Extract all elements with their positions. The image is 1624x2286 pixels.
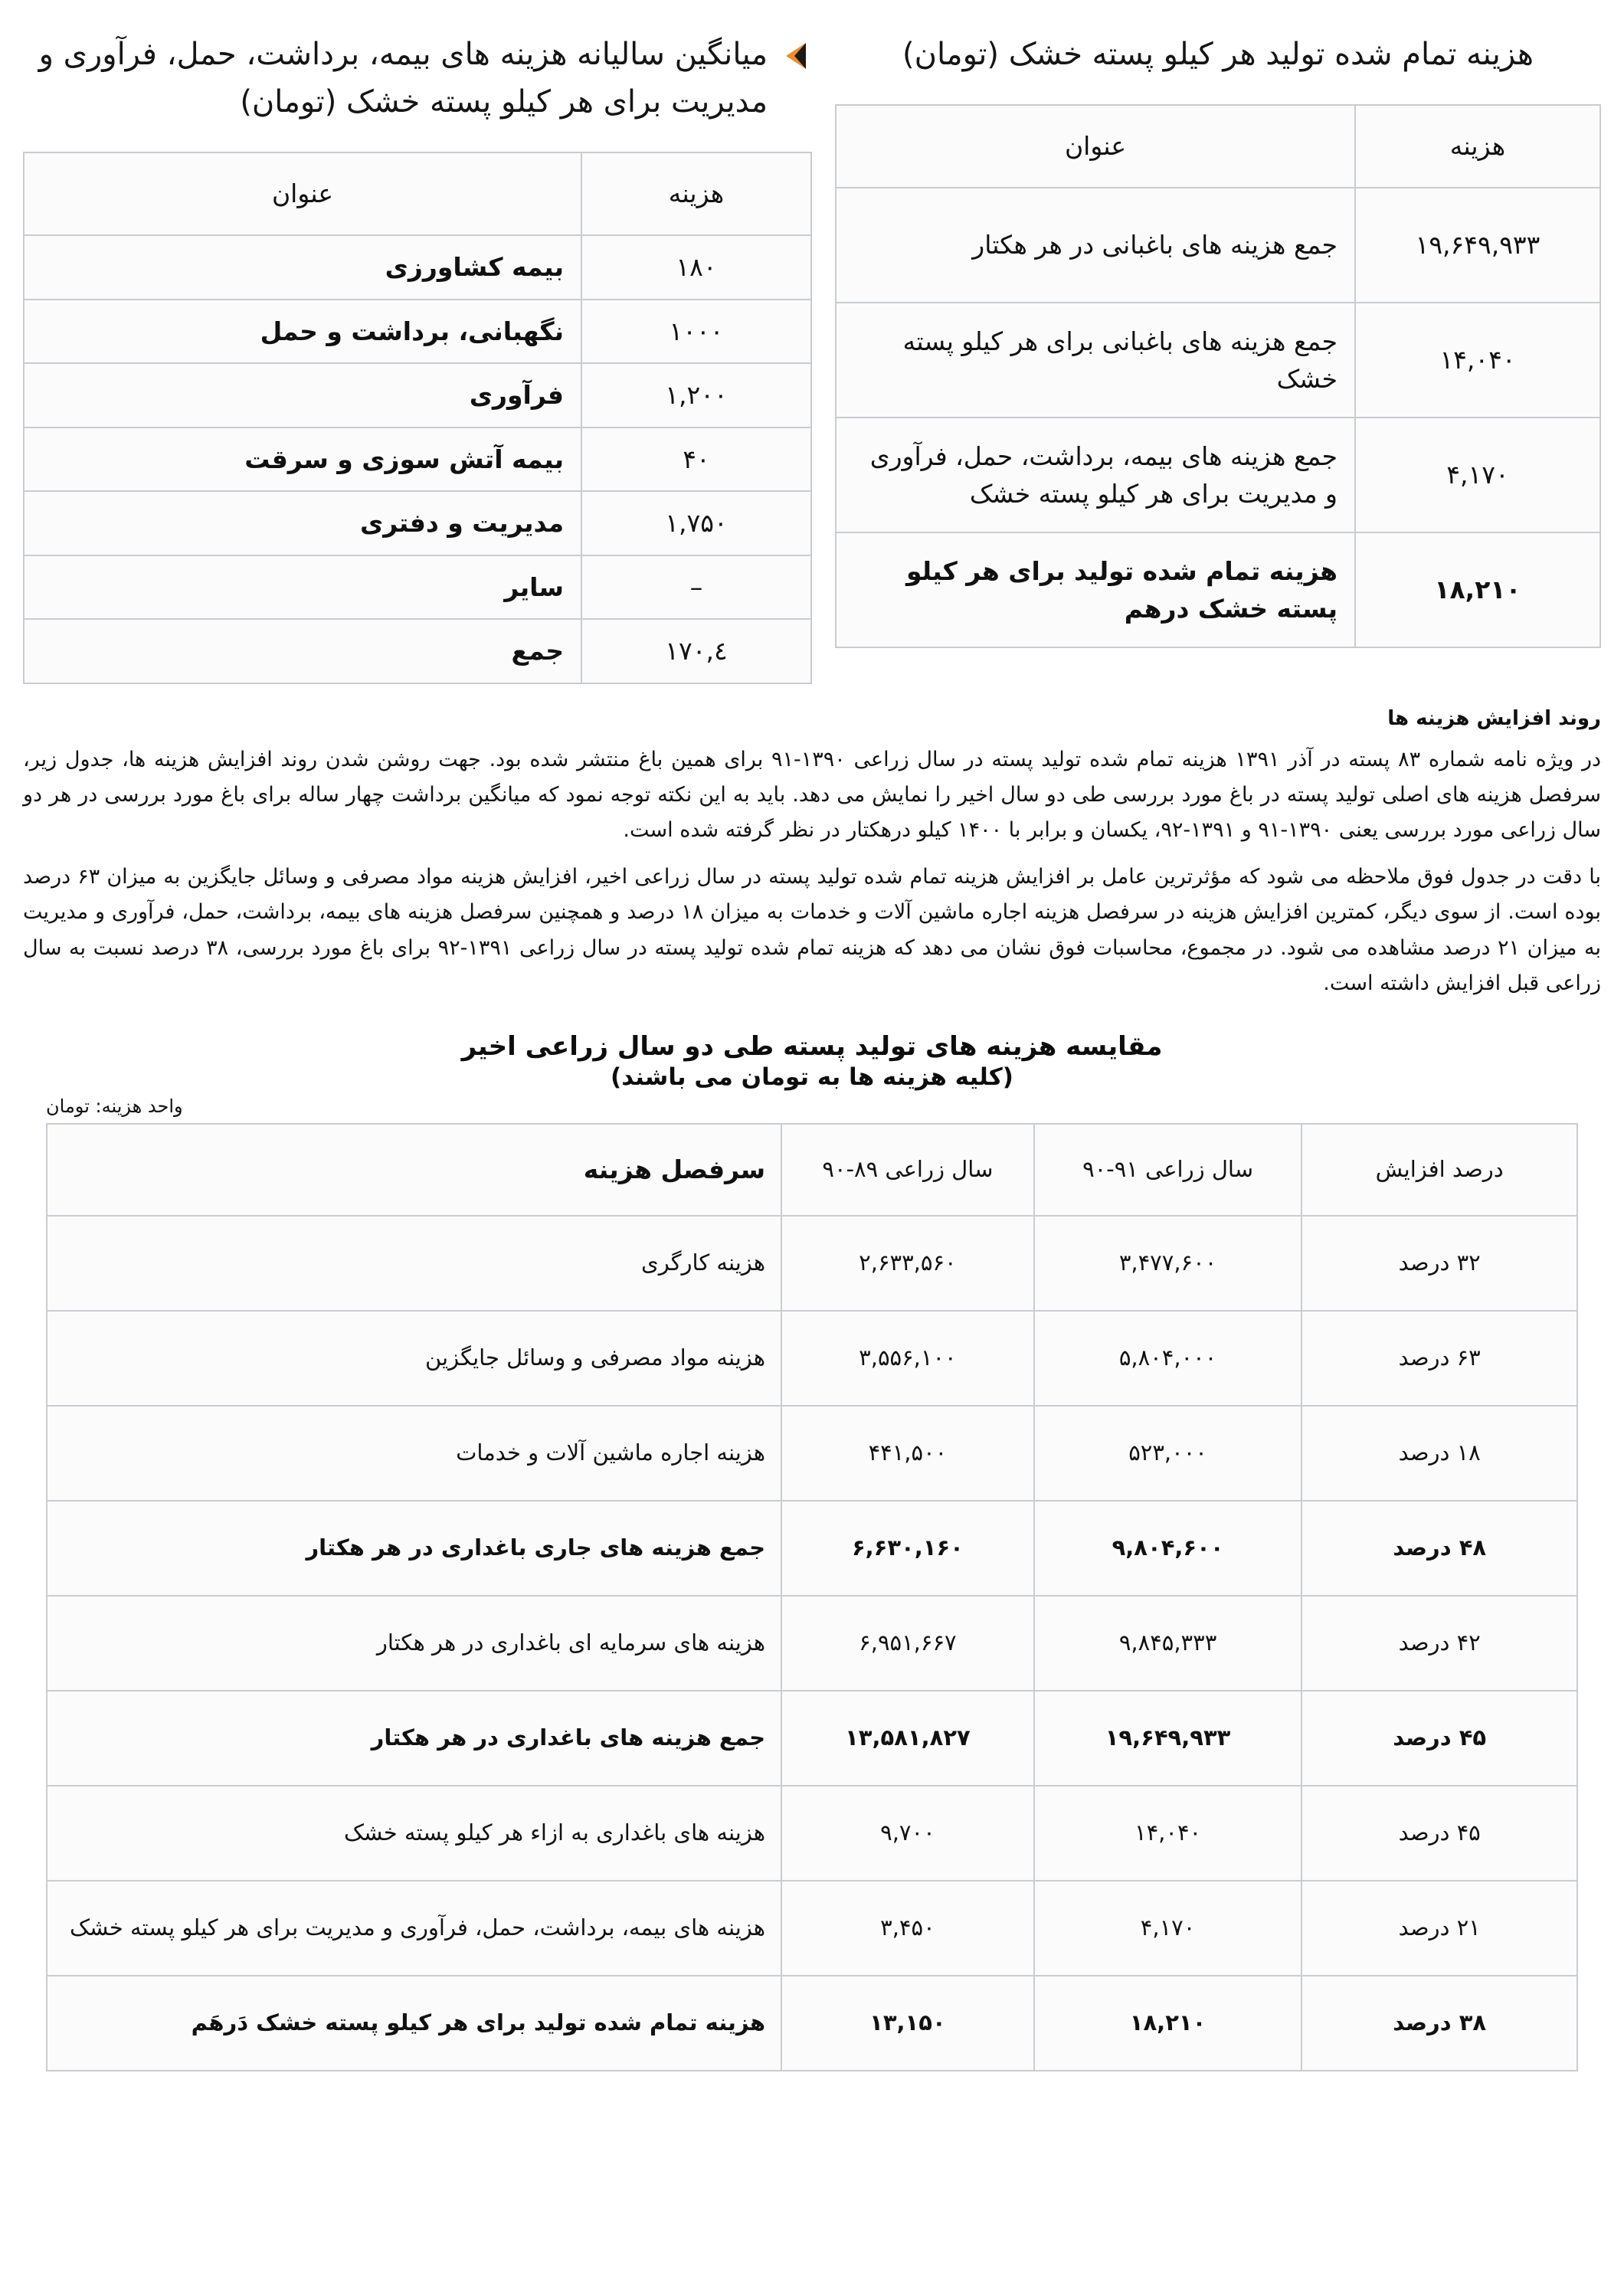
- cell-increase: ۴۵ درصد: [1301, 1691, 1577, 1786]
- table-row: [24, 491, 811, 555]
- cell-year-1: ۳,۵۵۶,۱۰۰: [781, 1311, 1034, 1406]
- comparison-unit-note: واحد هزینه: تومان: [46, 1095, 183, 1117]
- table-row: [24, 555, 811, 620]
- cost-trend-paragraph-2: با دقت در جدول فوق ملاحظه می شود که مؤثرترین عامل بر افزایش هزینه تمام شده تولید پسته در سال زراعی اخیر، افزایش هزینه مواد مصرفی و وسائل جایگزین به میزان ۶۳ درصد بوده است. از سوی دیگر، کمترین افزایش هزینه در سرفصل هزینه اجاره ماشین آلات و خدمات به میزان ۱۸ درصد و همچنین سرفصل هزینه های بیمه، برداشت، حمل، فرآوری و مدیریت به میزان ۲۱ درصد مشاهده می شود. در مجموع، محاسبات فوق نشان می دهد که هزینه تمام شده تولید پسته در سال زراعی ۱۳۹۱-۹۲ برای باغ مورد بررسی، ۳۸ درصد نسبت به سال زراعی قبل افزایش داشته است.: [23, 864, 1602, 996]
- cell-label: هزینه کارگری: [47, 1216, 781, 1311]
- table-row: [836, 418, 1600, 532]
- cell-title: فرآوری: [24, 363, 581, 427]
- table-row: [24, 300, 811, 364]
- production-cost-panel: [835, 31, 1601, 648]
- cell-title: جمع هزینه های باغبانی برای هر کیلو پسته خشک: [836, 303, 1355, 418]
- cell-year-1: ۴۴۱,۵۰۰: [781, 1406, 1034, 1501]
- cell-increase: ۴۲ درصد: [1301, 1596, 1577, 1691]
- cell-year-2: ۴,۱۷۰: [1034, 1881, 1302, 1976]
- table-row: [836, 303, 1600, 418]
- cell-title: سایر: [24, 555, 581, 620]
- cell-title: جمع هزینه های باغبانی در هر هکتار: [836, 188, 1355, 303]
- table-row: [836, 188, 1600, 303]
- cell-title: جمع: [24, 619, 581, 683]
- production-cost-heading: هزینه تمام شده تولید هر کیلو پسته خشک (تومان): [902, 37, 1534, 72]
- cell-amount: ۱۰۰۰: [581, 300, 811, 364]
- cell-title: بیمه آتش سوزی و سرقت: [24, 427, 581, 492]
- cell-title: نگهبانی، برداشت و حمل: [24, 300, 581, 364]
- table-row: [24, 427, 811, 492]
- cell-label: هزینه های سرمایه ای باغداری در هر هکتار: [47, 1596, 781, 1691]
- cell-year-2: ۵,۸۰۴,۰۰۰: [1034, 1311, 1302, 1406]
- cell-amount: ٤,۱۷۰: [581, 619, 811, 683]
- cell-label: هزینه های باغداری به ازاء هر کیلو پسته خشک: [47, 1786, 781, 1881]
- header-title: عنوان: [836, 105, 1355, 188]
- cell-label: هزینه اجاره ماشین آلات و خدمات: [47, 1406, 781, 1501]
- heading-text: میانگین سالیانه هزینه های بیمه، برداشت، حمل، فرآوری و مدیریت برای هر کیلو پسته خشک (تومان): [38, 37, 768, 120]
- table-row: [24, 235, 811, 300]
- table-row: [24, 363, 811, 427]
- table-row-total: [24, 619, 811, 683]
- cell-year-2: ۳,۴۷۷,۶۰۰: [1034, 1216, 1302, 1311]
- cell-title: مدیریت و دفتری: [24, 491, 581, 555]
- comparison-section: [0, 1013, 1624, 2071]
- cell-increase: ۳۲ درصد: [1301, 1216, 1577, 1311]
- cell-year-2: ۵۲۳,۰۰۰: [1034, 1406, 1302, 1501]
- table-row: [47, 1786, 1577, 1881]
- average-annual-cost-panel: [23, 31, 812, 684]
- cell-amount: ۱,۷۵۰: [581, 491, 811, 555]
- cell-year-2: ۱۴,۰۴۰: [1034, 1786, 1302, 1881]
- orange-triangle-bullet-icon: [786, 43, 806, 69]
- cell-year-1: ۱۳,۵۸۱,۸۲۷: [781, 1691, 1034, 1786]
- header-increase: درصد افزایش: [1301, 1124, 1577, 1216]
- table-row-total: [47, 1976, 1577, 2071]
- comparison-title: مقایسه هزینه های تولید پسته طی دو سال زراعی اخیر: [461, 1030, 1163, 1062]
- cell-amount: ۱,۲۰۰: [581, 363, 811, 427]
- cell-amount: ۱۴,۰۴۰: [1355, 303, 1600, 418]
- comparison-table: [46, 1123, 1578, 2071]
- table-row: [47, 1311, 1577, 1406]
- table-header-row: [24, 152, 811, 235]
- cell-increase: ۲۱ درصد: [1301, 1881, 1577, 1976]
- header-year-1: سال زراعی ۸۹-۹۰: [781, 1124, 1034, 1216]
- table-row-subtotal: [47, 1501, 1577, 1596]
- cell-amount: ۴۰: [581, 427, 811, 492]
- cell-title: هزینه تمام شده تولید برای هر کیلو پسته خشک درهم: [836, 532, 1355, 647]
- cell-increase: ۱۸ درصد: [1301, 1406, 1577, 1501]
- summary-tables-band: [0, 0, 1624, 684]
- cell-year-1: ۶,۹۵۱,۶۶۷: [781, 1596, 1034, 1691]
- cell-amount: –: [581, 555, 811, 620]
- table-row-subtotal: [47, 1691, 1577, 1786]
- cell-label: جمع هزینه های باغداری در هر هکتار: [47, 1691, 781, 1786]
- cell-increase: ۴۸ درصد: [1301, 1501, 1577, 1596]
- cell-amount: ۴,۱۷۰: [1355, 418, 1600, 532]
- cell-label: هزینه مواد مصرفی و وسائل جایگزین: [47, 1311, 781, 1406]
- cost-trend-heading: روند افزایش هزینه ها: [1387, 706, 1601, 730]
- table-row: [47, 1216, 1577, 1311]
- table-row: [47, 1596, 1577, 1691]
- cell-title: جمع هزینه های بیمه، برداشت، حمل، فرآوری و مدیریت برای هر کیلو پسته خشک: [836, 418, 1355, 532]
- average-annual-cost-table: [23, 152, 812, 684]
- cell-year-2: ۹,۸۰۴,۶۰۰: [1034, 1501, 1302, 1596]
- header-year-2: سال زراعی ۹۱-۹۰: [1034, 1124, 1302, 1216]
- production-cost-table: [835, 104, 1601, 648]
- average-annual-cost-heading: [23, 31, 812, 126]
- cell-increase: ۶۳ درصد: [1301, 1311, 1577, 1406]
- cell-year-2: ۱۹,۶۴۹,۹۳۳: [1034, 1691, 1302, 1786]
- table-row-total: [836, 532, 1600, 647]
- table-header-row: [47, 1124, 1577, 1216]
- cell-year-1: ۱۳,۱۵۰: [781, 1976, 1034, 2071]
- cell-year-1: ۲,۶۳۳,۵۶۰: [781, 1216, 1034, 1311]
- header-title: عنوان: [24, 152, 581, 235]
- cell-year-1: ۶,۶۳۰,۱۶۰: [781, 1501, 1034, 1596]
- cell-increase: ۳۸ درصد: [1301, 1976, 1577, 2071]
- cell-year-2: ۱۸,۲۱۰: [1034, 1976, 1302, 2071]
- header-amount: هزینه: [1355, 105, 1600, 188]
- cell-title: بیمه کشاورزی: [24, 235, 581, 300]
- cost-trend-paragraph-1: در ویژه نامه شماره ۸۳ پسته در آذر ۱۳۹۱ هزینه تمام شده تولید پسته در سال زراعی ۱۳۹۰-۹۱ برای همین باغ منتشر شده بود. جهت روشن شدن روند افزایش هزینه ها، جدول زیر، سرفصل هزینه های اصلی تولید پسته در باغ مورد بررسی طی دو سال اخیر را نمایش می دهد. باید به این نکته توجه نمود که میانگین برداشت چهار ساله برای باغ مورد بررسی در هر دو سال زراعی مورد بررسی یعنی ۱۳۹۰-۹۱ و ۱۳۹۱-۹۲، یکسان و برابر با ۱۴۰۰ کیلو درهکتار در نظر گرفته شده است.: [23, 747, 1602, 843]
- cell-amount: ۱۸,۲۱۰: [1355, 532, 1600, 647]
- cell-amount: ۱۹,۶۴۹,۹۳۳: [1355, 188, 1600, 303]
- cell-label: جمع هزینه های جاری باغداری در هر هکتار: [47, 1501, 781, 1596]
- cell-label: هزینه تمام شده تولید برای هر کیلو پسته خشک دَرهَم: [47, 1976, 781, 2071]
- cell-increase: ۴۵ درصد: [1301, 1786, 1577, 1881]
- comparison-subtitle: (کلیه هزینه ها به تومان می باشند): [611, 1063, 1013, 1091]
- cell-year-1: ۳,۴۵۰: [781, 1881, 1034, 1976]
- header-cost-category: سرفصل هزینه: [47, 1124, 781, 1216]
- cell-year-1: ۹,۷۰۰: [781, 1786, 1034, 1881]
- cost-trend-section: [0, 684, 1624, 1002]
- table-row: [47, 1406, 1577, 1501]
- cell-amount: ۱۸۰: [581, 235, 811, 300]
- cell-label: هزینه های بیمه، برداشت، حمل، فرآوری و مدیریت برای هر کیلو پسته خشک: [47, 1881, 781, 1976]
- header-amount: هزینه: [581, 152, 811, 235]
- cell-year-2: ۹,۸۴۵,۳۳۳: [1034, 1596, 1302, 1691]
- table-row: [47, 1881, 1577, 1976]
- table-header-row: [836, 105, 1600, 188]
